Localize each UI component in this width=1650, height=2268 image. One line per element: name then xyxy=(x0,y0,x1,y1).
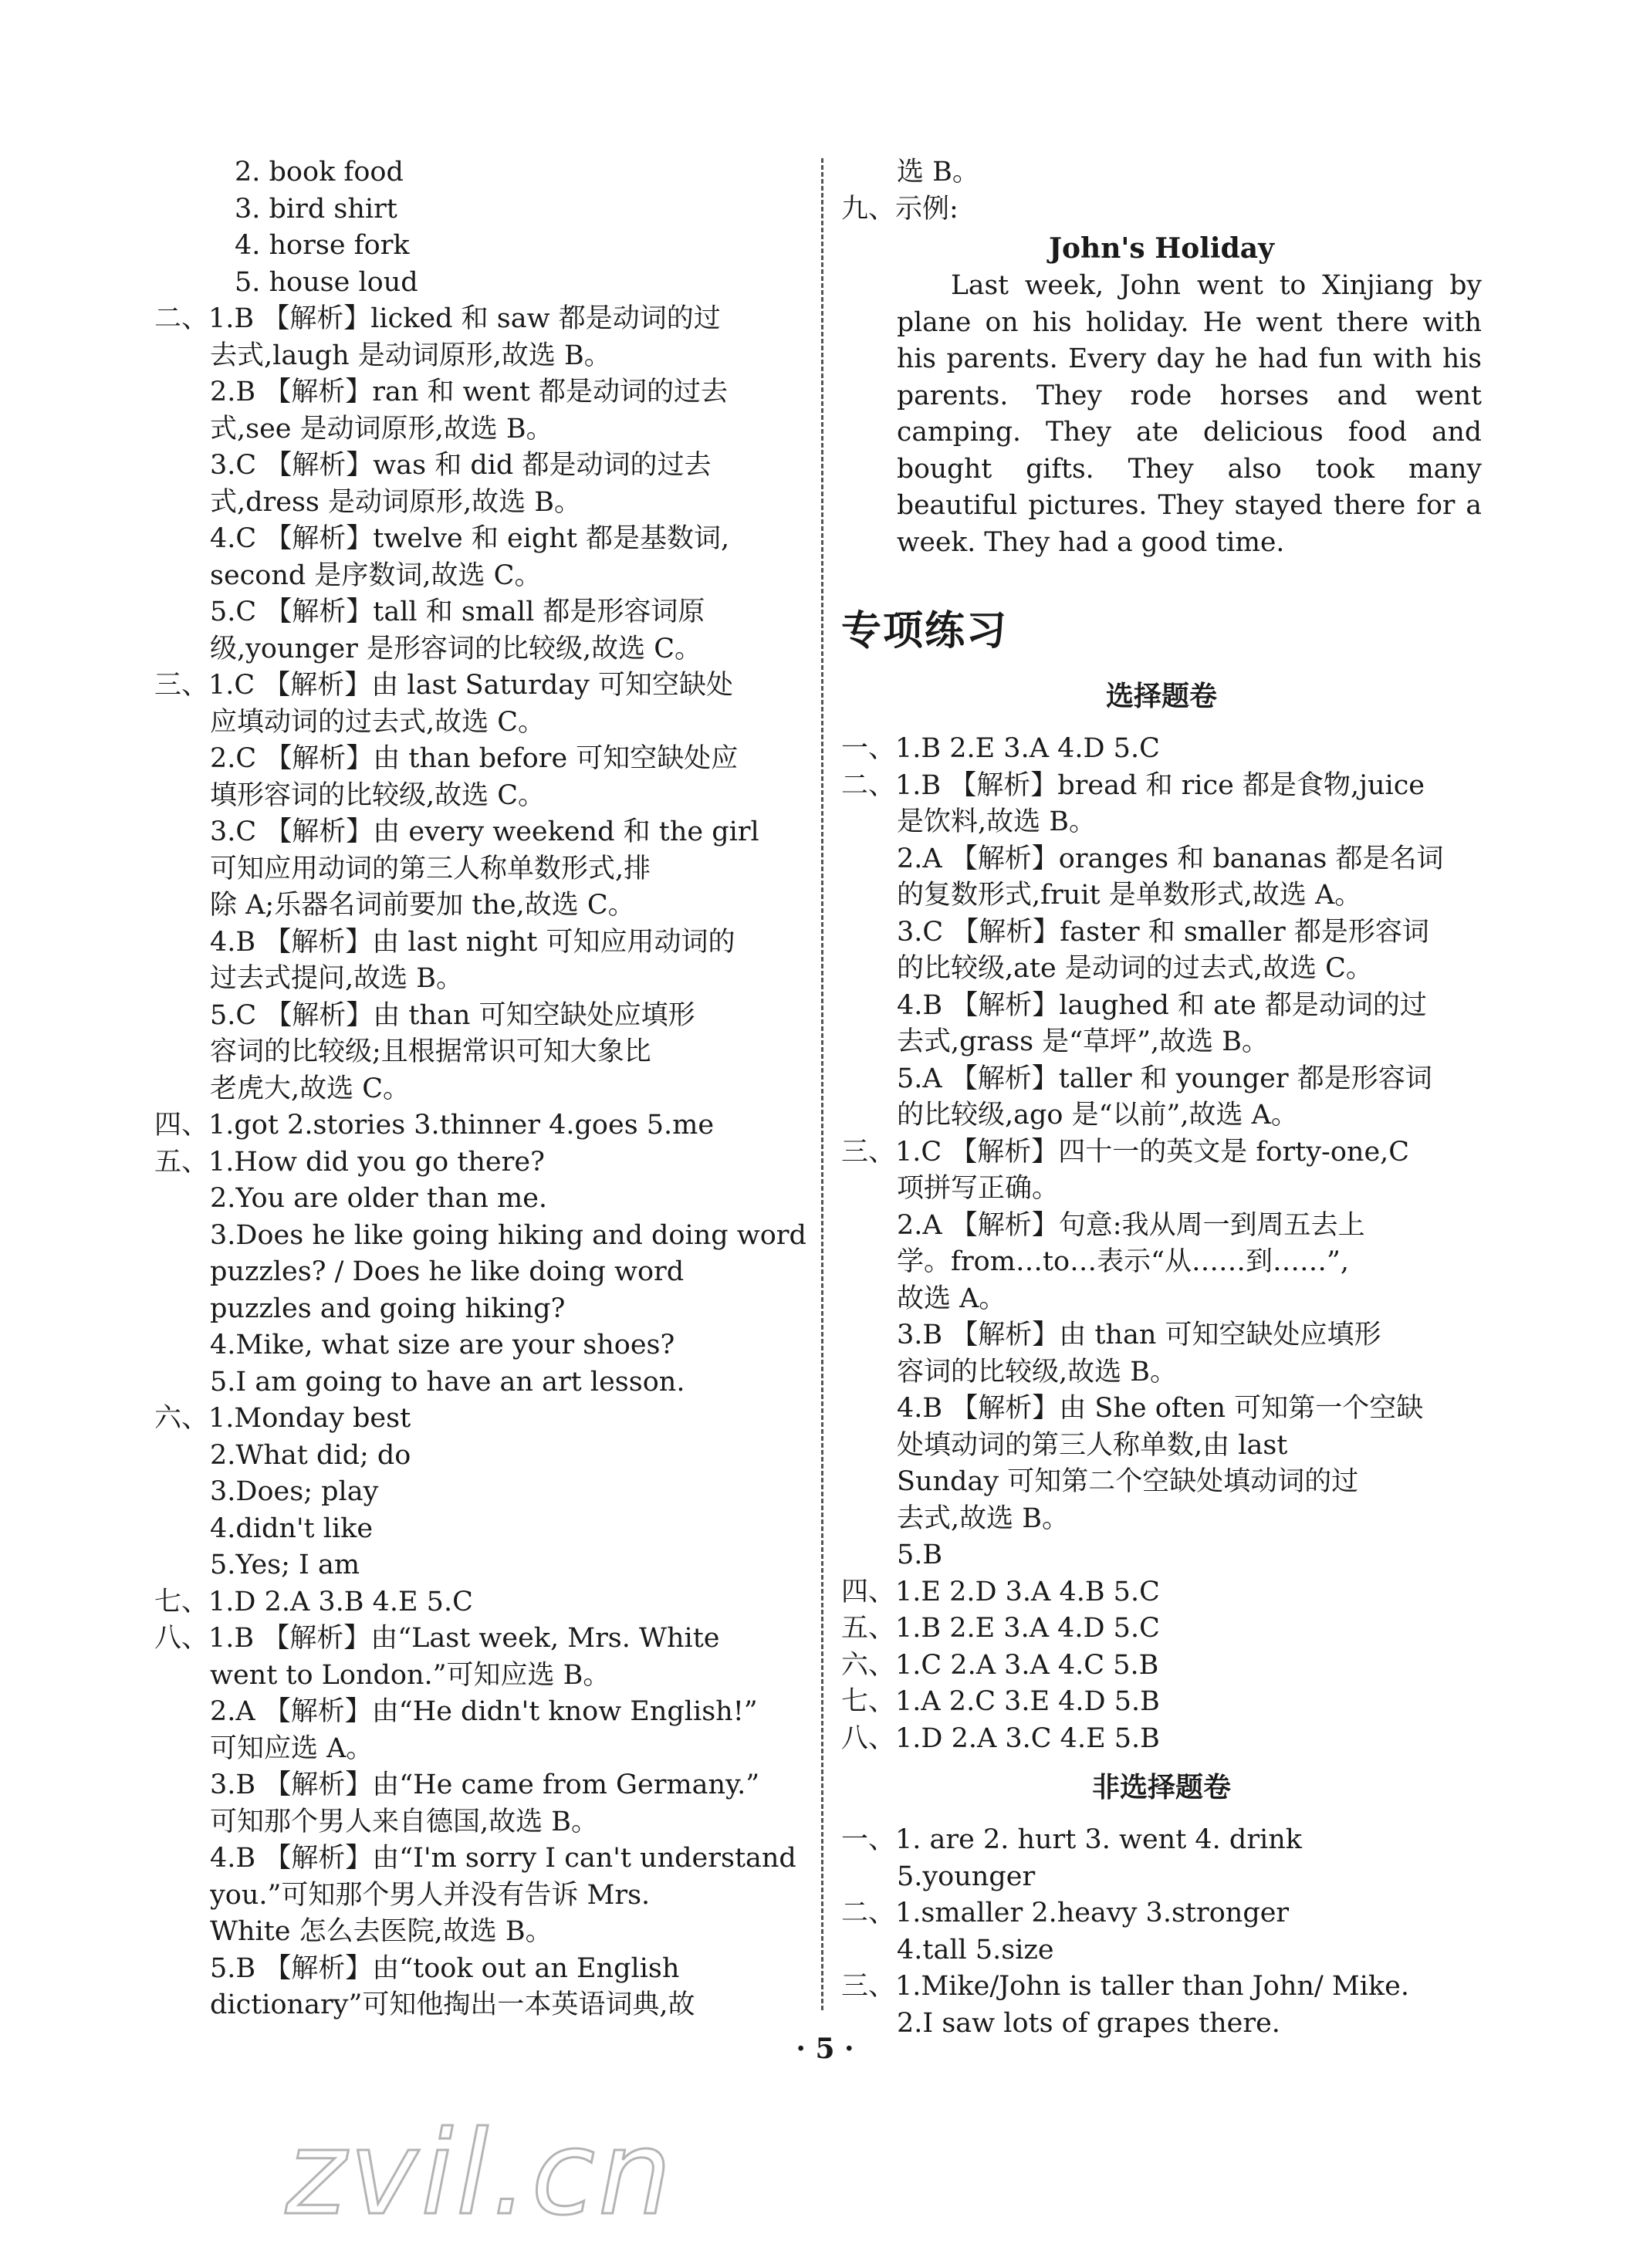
answer-line: 5.A 【解析】taller 和 younger 都是形容词 xyxy=(897,1063,1432,1094)
answer-line: 4.Mike, what size are your shoes? xyxy=(210,1330,675,1360)
answer-line: 一、1.B 2.E 3.A 4.D 5.C xyxy=(841,733,1160,764)
section-title-multiple-choice: 选择题卷 xyxy=(1105,681,1217,712)
answer-line: 除 A;乐器名词前要加 the,故选 C。 xyxy=(210,890,635,921)
answer-line: 一、1. are 2. hurt 3. went 4. drink xyxy=(841,1824,1302,1855)
answer-line: 可知那个男人来自德国,故选 B。 xyxy=(210,1806,598,1837)
answer-line: 2.A 【解析】句意:我从周一到周五去上 xyxy=(897,1209,1365,1241)
answer-line: 三、1.Mike/John is taller than John/ Mike. xyxy=(841,1971,1409,2002)
answer-line: dictionary”可知他掏出一本英语词典,故 xyxy=(210,1989,695,2020)
answer-line: 八、1.B 【解析】由“Last week, Mrs. White xyxy=(154,1623,720,1654)
answer-line: 3.C 【解析】was 和 did 都是动词的过去 xyxy=(210,450,712,481)
answer-line: 5. house loud xyxy=(235,266,418,298)
answer-line: 过去式提问,故选 B。 xyxy=(210,963,463,994)
answer-line: 四、1.E 2.D 3.A 4.B 5.C xyxy=(841,1576,1160,1607)
answer-line: 3. bird shirt xyxy=(235,193,397,225)
answer-line: 八、1.D 2.A 3.C 4.E 5.B xyxy=(841,1722,1160,1754)
answer-line: 4.B 【解析】laughed 和 ate 都是动词的过 xyxy=(897,989,1427,1021)
answer-line: went to London.”可知应选 B。 xyxy=(210,1659,610,1691)
answer-line: 六、1.Monday best xyxy=(154,1403,411,1434)
answer-line: 选 B。 xyxy=(897,157,979,188)
section-non-multiple-choice-answers xyxy=(841,1822,1482,2042)
answer-line: 2.A 【解析】由“He didn't know English!” xyxy=(210,1696,758,1727)
answer-line: 2.You are older than me. xyxy=(210,1183,548,1214)
answer-line: 2.What did; do xyxy=(210,1439,411,1471)
answer-line: 二、1.B 【解析】licked 和 saw 都是动词的过 xyxy=(154,303,721,334)
answer-line: 2.B 【解析】ran 和 went 都是动词的过去 xyxy=(210,377,729,407)
answer-line: 级,younger 是形容词的比较级,故选 C。 xyxy=(210,633,702,664)
essay-text: Last week, John went to Xinjiang by plane on his holiday. He went there with his parents. Every day he had fun with his parents. They rode horses and went camping. They ate delicious food and bought gifts. They also took many beautiful pictures. They stayed there for a week. They had a good time. xyxy=(897,270,1482,558)
answer-line: 五、1.How did you go there? xyxy=(154,1146,545,1178)
answer-line: 4.C 【解析】twelve 和 eight 都是基数词, xyxy=(210,523,730,554)
answer-line: you.”可知那个男人并没有告诉 Mrs. xyxy=(210,1879,651,1911)
answer-line: White 怎么去医院,故选 B。 xyxy=(210,1916,553,1947)
answer-line: 4.B 【解析】由 last night 可知应用动词的 xyxy=(210,926,735,958)
page-number: · 5 · xyxy=(796,2033,854,2065)
answer-line: 四、1.got 2.stories 3.thinner 4.goes 5.me xyxy=(154,1110,715,1141)
answer-line: 式,see 是动词原形,故选 B。 xyxy=(210,413,553,444)
answer-line: 4.B 【解析】由 She often 可知第一个空缺 xyxy=(897,1393,1424,1424)
section-multiple-choice-answers xyxy=(841,731,1482,1757)
answer-line: second 是序数词,故选 C。 xyxy=(210,559,542,591)
answer-line: 3.C 【解析】由 every weekend 和 the girl xyxy=(210,816,759,847)
answer-line: 容词的比较级;且根据常识可知大象比 xyxy=(210,1036,651,1067)
special-practice-title: 专项练习 xyxy=(841,608,1009,654)
answer-line: 4.B 【解析】由“I'm sorry I can't understand xyxy=(210,1843,796,1874)
answer-line: puzzles? / Does he like doing word xyxy=(210,1256,685,1287)
answer-line: 的比较级,ago 是“以前”,故选 A。 xyxy=(897,1100,1298,1131)
answer-line: 4. horse fork xyxy=(235,230,410,261)
essay-title: John's Holiday xyxy=(1048,232,1274,265)
answer-line: 的比较级,ate 是动词的过去式,故选 C。 xyxy=(897,953,1373,984)
column-divider xyxy=(821,158,823,2010)
answer-line: 的复数形式,fruit 是单数形式,故选 A。 xyxy=(897,880,1362,911)
answer-line: 九、示例: xyxy=(841,193,959,225)
answer-line: 5.Yes; I am xyxy=(210,1550,360,1580)
answer-line: 去式,laugh 是动词原形,故选 B。 xyxy=(210,340,611,371)
answer-line: 去式,故选 B。 xyxy=(897,1502,1069,1534)
answer-line: 二、1.B 【解析】bread 和 rice 都是食物,juice xyxy=(841,769,1425,801)
answer-line: 六、1.C 2.A 3.A 4.C 5.B xyxy=(841,1649,1159,1681)
answer-line: 处填动词的第三人称单数,由 last xyxy=(897,1429,1288,1461)
answer-line: 应填动词的过去式,故选 C。 xyxy=(210,706,546,738)
answer-line: 三、1.C 【解析】四十一的英文是 forty-one,C xyxy=(841,1136,1410,1168)
answer-line: 2. book food xyxy=(235,157,404,188)
answer-line: 老虎大,故选 C。 xyxy=(210,1073,411,1104)
answer-line: 5.C 【解析】tall 和 small 都是形容词原 xyxy=(210,597,705,627)
answer-line: Sunday 可知第二个空缺处填动词的过 xyxy=(897,1466,1359,1497)
answer-line: 5.C 【解析】由 than 可知空缺处应填形 xyxy=(210,999,695,1031)
watermark: zvil.cn xyxy=(286,2107,675,2241)
answer-line: 3.Does he like going hiking and doing word xyxy=(210,1219,806,1251)
right-column xyxy=(841,154,1482,2042)
answer-line: 填形容词的比较级,故选 C。 xyxy=(210,779,546,811)
answer-line: 三、1.C 【解析】由 last Saturday 可知空缺处 xyxy=(154,670,733,701)
answer-line: 故选 A。 xyxy=(897,1283,1006,1314)
answer-line: 去式,grass 是“草坪”,故选 B。 xyxy=(897,1026,1269,1057)
answer-line: 5.B 【解析】由“took out an English xyxy=(210,1952,680,1984)
answer-line: 七、1.A 2.C 3.E 4.D 5.B xyxy=(841,1686,1160,1717)
answer-line: 2.C 【解析】由 than before 可知空缺处应 xyxy=(210,743,739,774)
answer-line: 5.B xyxy=(897,1540,943,1570)
answer-line: 3.C 【解析】faster 和 smaller 都是形容词 xyxy=(897,916,1429,948)
answer-line: 二、1.smaller 2.heavy 3.stronger xyxy=(841,1898,1290,1928)
left-column xyxy=(154,154,806,2024)
answer-line: 4.didn't like xyxy=(210,1513,374,1544)
answer-line: 3.B 【解析】由 than 可知空缺处应填形 xyxy=(897,1320,1381,1350)
answer-line: 是饮料,故选 B。 xyxy=(897,806,1096,837)
right-top-lines xyxy=(841,154,1482,228)
answer-line: 项拼写正确。 xyxy=(897,1173,1060,1204)
answer-line: 3.B 【解析】由“He came from Germany.” xyxy=(210,1769,760,1800)
answer-line: puzzles and going hiking? xyxy=(210,1293,566,1324)
answer-line: 2.A 【解析】oranges 和 bananas 都是名词 xyxy=(897,843,1444,874)
answer-line: 3.Does; play xyxy=(210,1476,379,1507)
answer-line: 式,dress 是动词原形,故选 B。 xyxy=(210,486,581,518)
answer-line: 五、1.B 2.E 3.A 4.D 5.C xyxy=(841,1613,1160,1644)
answer-line: 容词的比较级,故选 B。 xyxy=(897,1356,1177,1388)
answer-line: 可知应用动词的第三人称单数形式,排 xyxy=(210,853,651,884)
answer-line: 4.tall 5.size xyxy=(897,1934,1054,1965)
answer-line: 5.younger xyxy=(897,1861,1036,1892)
answer-line: 5.I am going to have an art lesson. xyxy=(210,1366,685,1398)
section-title-non-multiple-choice: 非选择题卷 xyxy=(1091,1772,1231,1803)
answer-line: 七、1.D 2.A 3.B 4.E 5.C xyxy=(154,1586,473,1617)
answer-line: 可知应选 A。 xyxy=(210,1732,374,1764)
answer-line: 学。from…to…表示“从……到……”, xyxy=(897,1246,1349,1277)
answer-line: 2.I saw lots of grapes there. xyxy=(897,2007,1280,2039)
